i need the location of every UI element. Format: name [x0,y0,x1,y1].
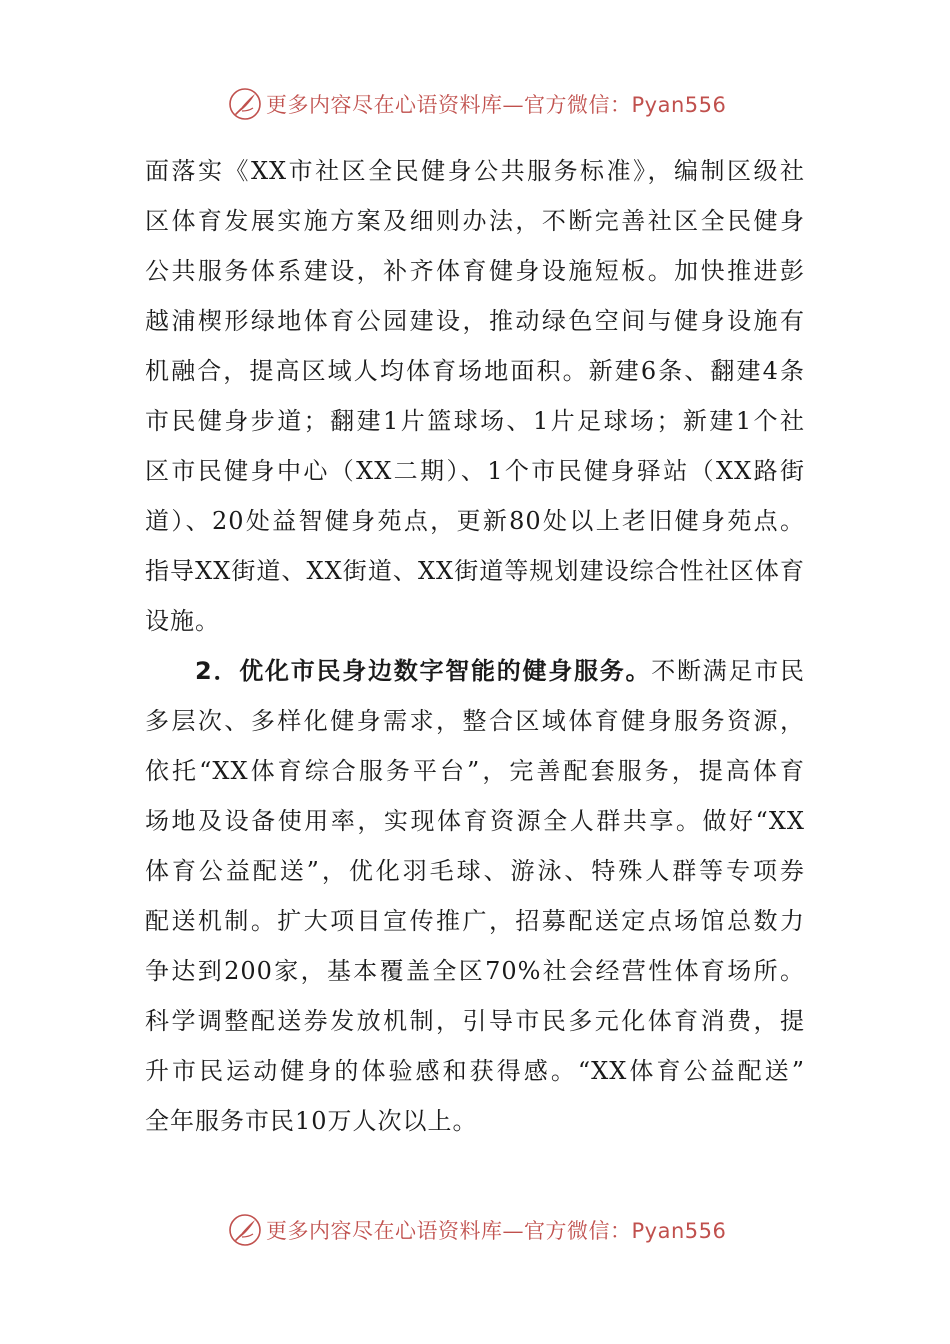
text-line: 道）、20处益智健身苑点，更新80处以上老旧健身苑点。 [145,507,805,535]
paragraph-community-facilities [145,146,805,646]
text-line: 指导XX街道、XX街道、XX街道等规划建设综合性社区体育 [145,557,805,585]
watermark-text: 更多内容尽在心语资料库—官方微信：Pyan556 [266,93,727,117]
text-line: 越浦楔形绿地体育公园建设，推动绿色空间与健身设施有 [145,307,805,335]
footer-watermark [228,1210,726,1250]
text-line: 升市民运动健身的体验感和获得感。“XX体育公益配送” [145,1057,805,1085]
text-line: 公共服务体系建设，补齐体育健身设施短板。加快推进彭 [145,257,805,285]
paragraph-first-line [145,646,805,696]
text-line: 区市民健身中心（XX二期）、1个市民健身驿站（XX路街 [145,457,805,485]
text-line: 依托“XX体育综合服务平台”，完善配套服务，提高体育 [145,757,805,785]
text-line: 机融合，提高区域人均体育场地面积。新建6条、翻建4条 [145,357,805,385]
text-line: 多层次、多样化健身需求，整合区域体育健身服务资源， [145,707,805,735]
paragraph-digital-fitness-services [145,646,805,1146]
text-line: 配送机制。扩大项目宣传推广，招募配送定点场馆总数力 [145,907,805,935]
document-body [145,146,805,1146]
text-line: 设施。 [145,607,220,635]
text-line: 市民健身步道；翻建1片篮球场、1片足球场；新建1个社 [145,407,805,435]
text-line: 体育公益配送”，优化羽毛球、游泳、特殊人群等专项券 [145,857,805,885]
text-line: 面落实《XX市社区全民健身公共服务标准》，编制区级社 [145,157,805,185]
text-line: 全年服务市民10万人次以上。 [145,1107,478,1135]
text-line: 科学调整配送券发放机制，引导市民多元化体育消费，提 [145,1007,805,1035]
quill-pen-logo-icon [228,1213,262,1247]
section-heading: 2．优化市民身边数字智能的健身服务。 [195,657,652,685]
text-line: 场地及设备使用率，实现体育资源全人群共享。做好“XX [145,807,805,835]
text-run: 不断满足市民 [651,657,806,685]
text-line: 区体育发展实施方案及细则办法，不断完善社区全民健身 [145,207,805,235]
watermark-text: 更多内容尽在心语资料库—官方微信：Pyan556 [266,1219,727,1243]
quill-pen-logo-icon [228,87,262,121]
header-watermark [228,84,726,124]
text-line: 争达到200家，基本覆盖全区70%社会经营性体育场所。 [145,957,805,985]
